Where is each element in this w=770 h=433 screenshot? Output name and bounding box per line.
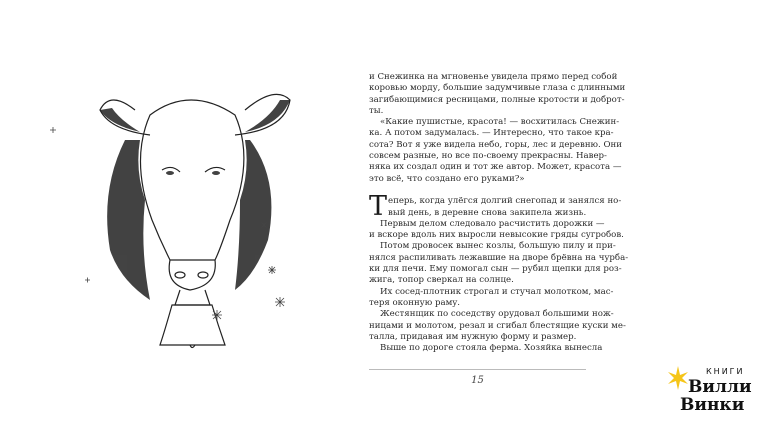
text-line: Их сосед-плотник строгал и стучал молотком, мас- — [380, 286, 614, 297]
page-number: 15 — [471, 375, 484, 386]
logo-line2: Винки — [680, 395, 745, 414]
paragraph — [369, 241, 629, 286]
paragraph — [369, 309, 626, 343]
star-icon — [668, 366, 688, 390]
footer-divider — [369, 369, 586, 370]
text-line: теря оконную раму. — [369, 297, 461, 308]
text-line: Первым делом следовало расчистить дорожки — — [380, 218, 605, 229]
dropcap-paragraph — [369, 191, 622, 223]
paragraph — [369, 218, 624, 242]
text-line: ка. А потом задумалась. — Интересно, что такое кра- — [369, 128, 614, 139]
drop-cap: Т — [369, 191, 388, 223]
text-column — [369, 72, 629, 354]
text-line: сота? Вот я уже видела небо, горы, лес и деревню. Они — [369, 139, 622, 150]
paragraph — [369, 286, 614, 310]
paragraph — [369, 117, 622, 185]
logo-line1: Вилли — [688, 377, 752, 397]
text-line: нялся распиливать лежавшие на дворе брёвна на чурба- — [369, 252, 629, 263]
text-line: ты. — [369, 105, 384, 116]
text-line: и вскоре вдоль них выросли невысокие гряды сугробов. — [369, 230, 624, 241]
text-line: Жестянщик по соседству орудовал большими нож- — [380, 309, 614, 320]
paragraph — [369, 72, 626, 117]
text-line: еперь, когда улёгся долгий снегопад и занялся но- — [388, 196, 622, 207]
text-line: Потом дровосек вынес козлы, большую пилу и при- — [380, 241, 616, 252]
text-line: ницами и молотом, резал и сгибал блестящие куски ме- — [369, 320, 626, 331]
text-line: совсем разные, но все по-своему прекрасны. Навер- — [369, 151, 607, 162]
text-line: загибающимися ресницами, полные кротости и доброт- — [369, 94, 625, 105]
text-line: это всё, что создано его руками?» — [369, 173, 525, 184]
text-line: коровью морду, большие задумчивые глаза с длинными — [369, 83, 626, 94]
text-line: и Снежинка на мгновенье увидела прямо перед собой — [369, 72, 618, 82]
text-line: ки для печи. Ему помогал сын — рубил щепки для роз- — [369, 264, 622, 275]
text-line: вый день, в деревне снова закипела жизнь. — [388, 207, 587, 218]
publisher-logo — [666, 364, 766, 414]
paragraph — [369, 343, 603, 354]
text-line: «Какие пушистые, красота! — восхитилась Снежин- — [380, 117, 620, 128]
cow-illustration — [40, 70, 340, 350]
text-line: няка их создал один и тот же автор. Может, красота — — [369, 162, 622, 173]
text-line: жига, топор сверкал на солнце. — [369, 275, 514, 286]
logo-top: КНИГИ — [706, 367, 745, 376]
text-line: талла, придавая им нужную форму и размер. — [369, 331, 577, 342]
text-line: Выше по дороге стояла ферма. Хозяйка вынесла — [380, 343, 603, 354]
